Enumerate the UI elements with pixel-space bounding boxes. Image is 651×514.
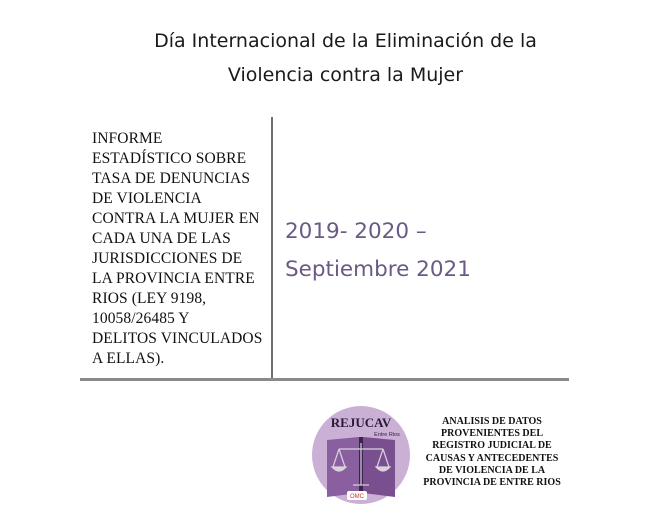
report-line: DELITOS VINCULADOS [92,330,263,347]
logo-name: REJUCAV [330,415,392,430]
logo-badge-text: OMC [350,494,364,500]
report-line: DE VIOLENCIA [92,190,202,207]
report-line: CADA UNA DE LAS [92,230,231,247]
report-line: TASA DE DENUNCIAS [92,170,251,187]
period-line-1: 2019- 2020 – [285,219,427,244]
logo-subtitle: Entre Rios [374,432,400,438]
page-title-line-1: Día Internacional de la Eliminación de la [154,30,537,52]
report-period [285,213,471,289]
analysis-line: ANALISIS DE DATOS [442,416,542,427]
report-line: A ELLAS). [92,350,165,367]
report-line: 10058/26485 Y [92,310,190,327]
report-line: JURISDICCIONES DE [92,250,243,267]
analysis-line: CAUSAS Y ANTECEDENTES [425,452,559,464]
report-line: RIOS (LEY 9198, [92,290,207,307]
report-line: ESTADÍSTICO SOBRE [92,150,247,167]
analysis-caption [412,416,572,489]
analysis-line: REGISTRO JUDICIAL DE [432,440,552,452]
page-title-line-2: Violencia contra la Mujer [227,64,464,86]
period-line-2: Septiembre 2021 [285,257,471,282]
report-line: LA PROVINCIA ENTRE [92,270,255,287]
analysis-line: PROVINCIA DE ENTRE RIOS [423,477,561,489]
vertical-divider [271,117,273,381]
report-line: INFORME [92,130,163,147]
horizontal-divider [80,378,569,381]
rejucav-logo [311,405,411,505]
report-line: CONTRA LA MUJER EN [92,210,260,227]
analysis-line: DE VIOLENCIA DE LA [438,464,546,476]
report-description [92,129,272,369]
analysis-line: PROVENIENTES DEL [441,428,543,440]
